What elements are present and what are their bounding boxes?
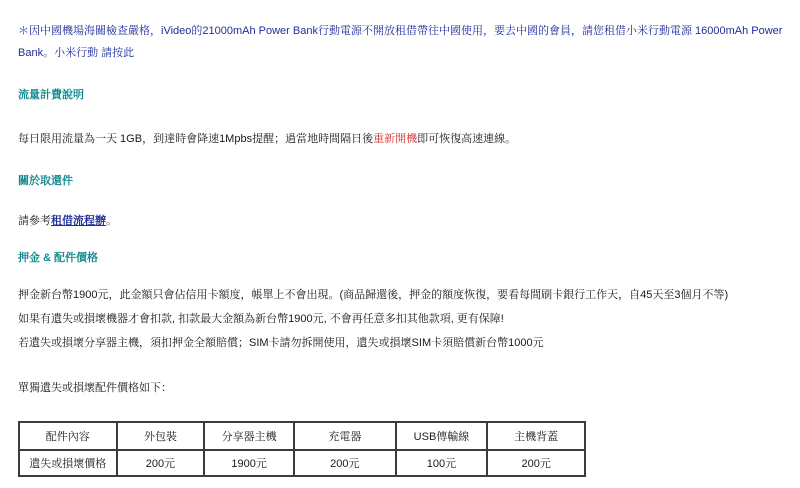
pickup-text-after: 。: [106, 215, 117, 227]
traffic-text-before: 每日限用流量為一天 1GB，到達時會降速1Mpbs提醒；過當地時間隔日後: [18, 133, 374, 145]
deposit-line-1: 押金新台幣1900元，此金額只會佔信用卡額度，帳單上不會出現。(商品歸還後，押金的額度恢復，要看每間刷卡銀行工作天，自45天至3個月不等): [18, 289, 729, 301]
table-header-cell: USB傳輸線: [396, 422, 488, 450]
table-header-cell: 分享器主機: [204, 422, 294, 450]
deposit-line-3: 若遺失或損壞分享器主機，須扣押金全額賠償；SIM卡請勿拆開使用，遺失或損壞SIM卡須賠償新台幣1000元: [18, 337, 544, 349]
table-cell: 遺失或損壞價格: [19, 450, 117, 476]
table-cell: 1900元: [204, 450, 294, 476]
traffic-paragraph: [18, 130, 516, 146]
notice-text: ＊因中國機場海關檢查嚴格，iVideo的21000mAh Power Bank行動電源不開放租借帶往中國使用，要去中國的會員，請您租借小米行動電源 16000mAh Power Bank。小米行動 請按此: [18, 25, 783, 59]
pickup-heading: 關於取還件: [18, 175, 73, 187]
table-cell: 200元: [487, 450, 585, 476]
table-header-cell: 主機背蓋: [487, 422, 585, 450]
traffic-heading: 流量計費說明: [18, 89, 84, 101]
rental-process-link[interactable]: 租借流程辦: [51, 215, 106, 227]
reboot-highlight: 重新開機: [373, 133, 418, 145]
pickup-text-before: 請參考: [18, 215, 51, 227]
table-header-cell: 配件內容: [19, 422, 117, 450]
table-cell: 200元: [294, 450, 396, 476]
deposit-line-2: 如果有遺失或損壞機器才會扣款, 扣款最大金額為新台幣1900元, 不會再任意多扣其他款項, 更有保障!: [18, 313, 504, 325]
accessory-price-table: [18, 421, 586, 477]
table-row: [19, 450, 585, 476]
accessories-intro: 單獨遺失或損壞配件價格如下：: [18, 382, 172, 394]
table-header-row: [19, 422, 585, 450]
table-header-cell: 外包裝: [117, 422, 205, 450]
table-cell: 200元: [117, 450, 205, 476]
pickup-paragraph: [18, 212, 117, 228]
table-header-cell: 充電器: [294, 422, 396, 450]
deposit-heading: 押金 & 配件價格: [18, 252, 99, 264]
traffic-text-after: 即可恢復高速連線。: [417, 133, 517, 145]
table-cell: 100元: [396, 450, 488, 476]
